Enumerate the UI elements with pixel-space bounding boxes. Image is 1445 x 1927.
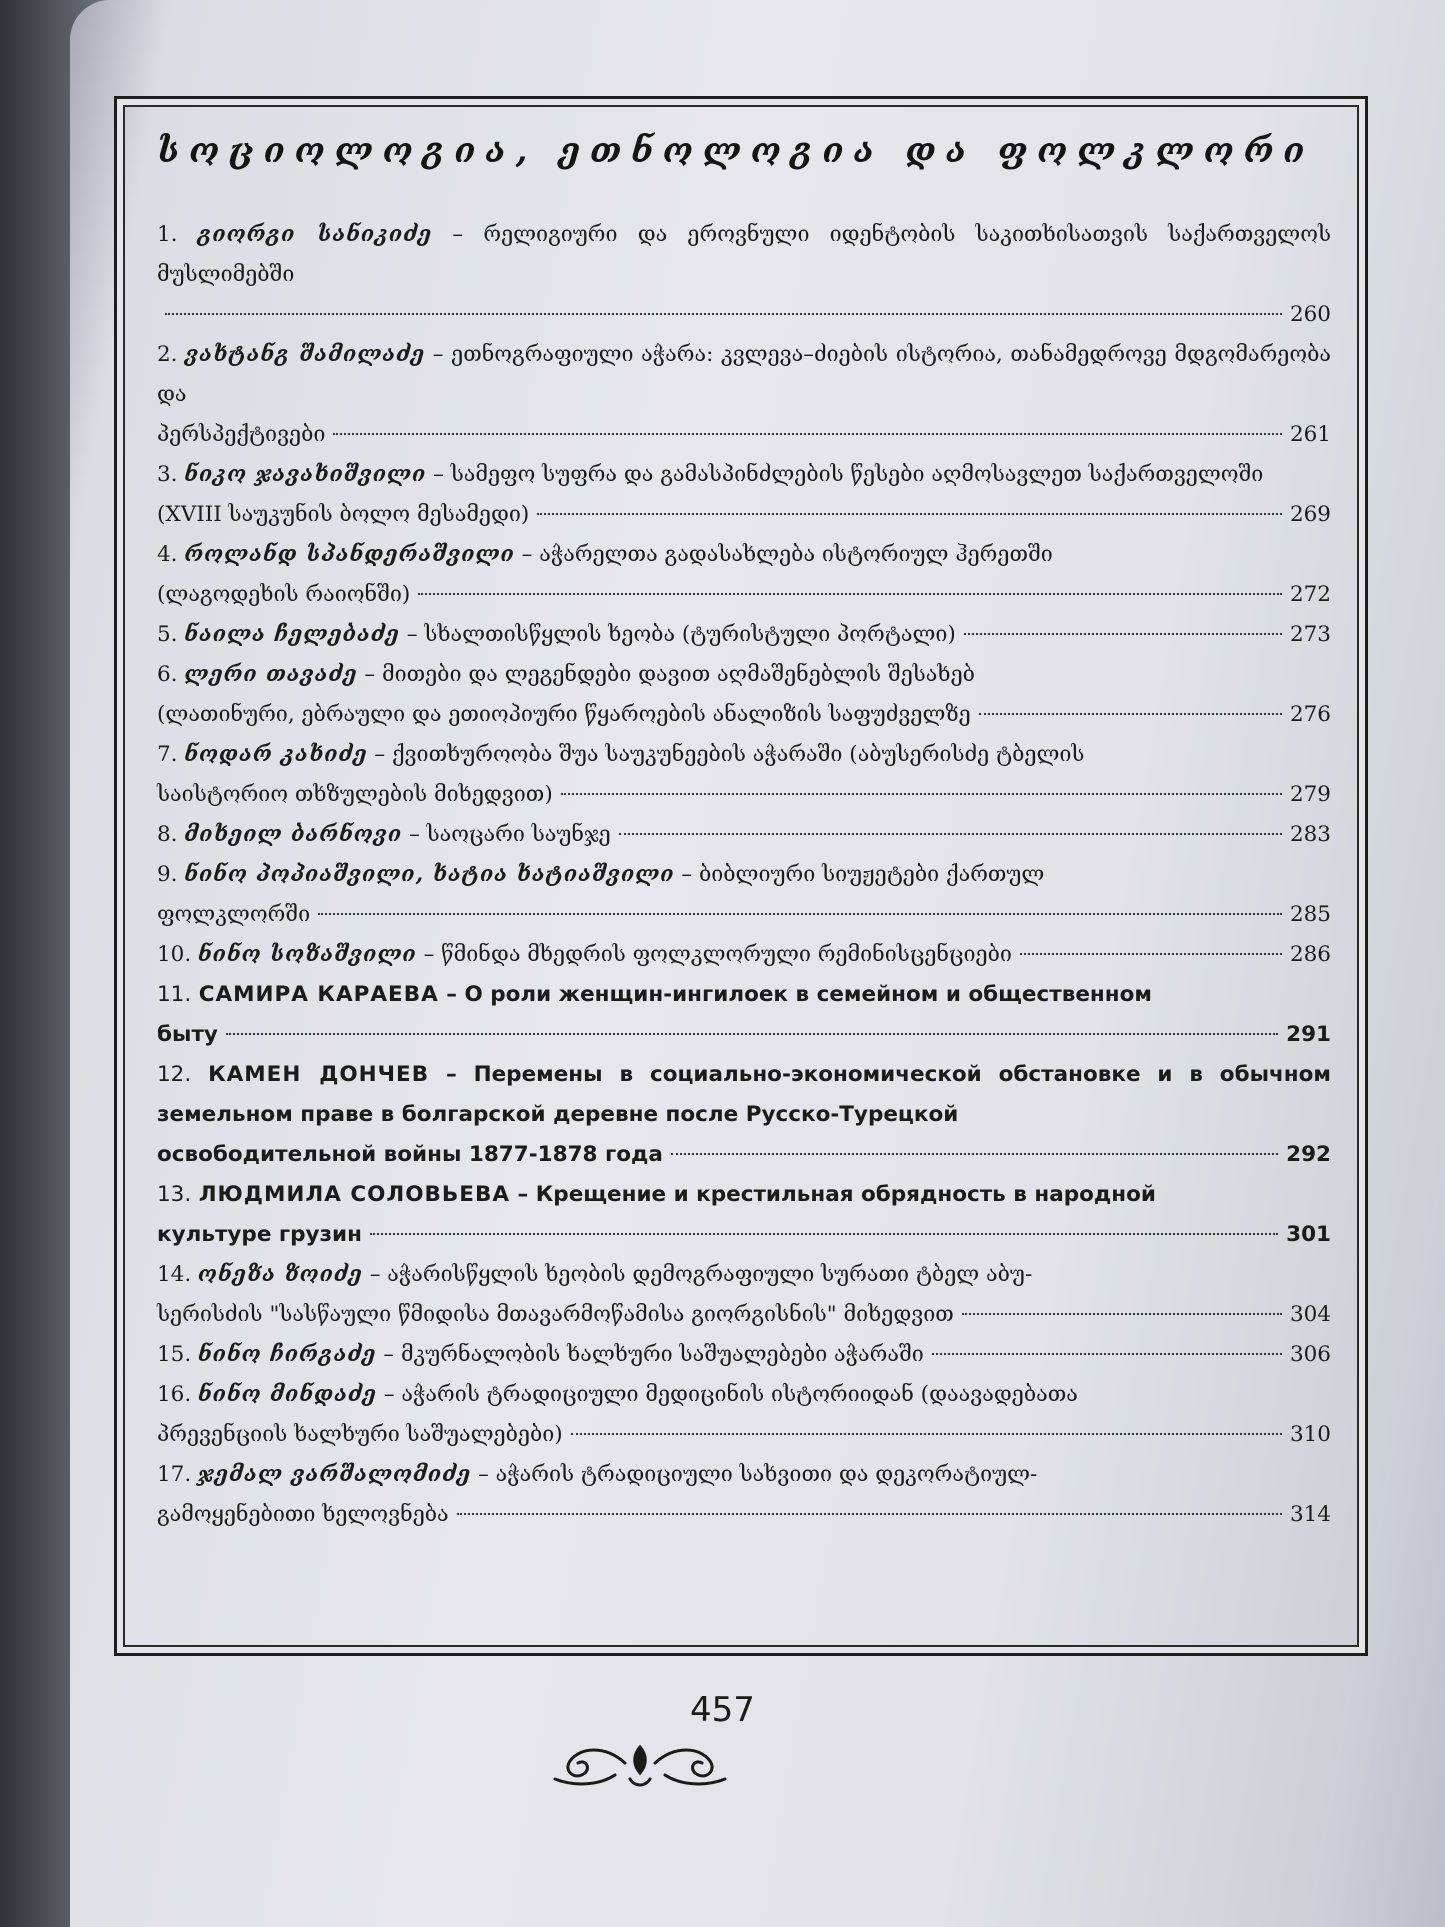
entry-dash: – bbox=[426, 462, 451, 487]
entry-title: Перемены в социально-экономической обстановке и в обычном земельном праве в болгарской деревне после Русско-Турецкой bbox=[157, 1062, 1331, 1127]
entry-title: აჭარელთა გადასახლება ისტორიულ ჰერეთში bbox=[539, 542, 1053, 567]
section-title: სოციოლოგია, ეთნოლოგია და ფოლკლორი bbox=[157, 131, 1315, 171]
contents-entry bbox=[157, 1335, 1331, 1375]
entry-dash: – bbox=[438, 982, 465, 1007]
entry-page-number: 279 bbox=[1289, 782, 1331, 807]
entry-author: ნინო მინდაძე bbox=[198, 1382, 377, 1407]
entry-title: მკურნალობის ხალხური საშუალებები აჭარაში bbox=[400, 1342, 924, 1367]
decorative-ornament-icon bbox=[545, 1735, 735, 1795]
entry-author: ნიკო ჯავახიშვილი bbox=[184, 462, 427, 487]
entry-number: 14. bbox=[157, 1262, 192, 1287]
dot-leader bbox=[226, 1033, 1278, 1035]
entry-title: რელიგიური და ეროვნული იდენტობის საკითხისათვის საქართველოს მუსლიმებში bbox=[157, 222, 1332, 287]
entry-title: სამეფო სუფრა და გამასპინძლების წესები აღმოსავლეთ საქართველოში bbox=[450, 462, 1264, 487]
entry-number: 1. bbox=[157, 222, 178, 247]
entry-number: 8. bbox=[157, 822, 178, 847]
entry-page-number: 310 bbox=[1289, 1422, 1331, 1447]
entry-author: ონეზა ზოიძე bbox=[198, 1262, 363, 1287]
contents-entry bbox=[157, 455, 1331, 535]
contents-entry bbox=[157, 735, 1331, 815]
entry-title: საოცარი საუნჯე bbox=[426, 822, 611, 847]
entry-author: როლანდ სპანდერაშვილი bbox=[184, 542, 515, 567]
dot-leader bbox=[165, 313, 1282, 315]
entry-title-continued: культуре грузин bbox=[157, 1222, 362, 1247]
entry-author: გიორგი სანიკიძე bbox=[197, 222, 433, 247]
dot-leader bbox=[964, 633, 1282, 635]
entry-title: ბიბლიური სიუჟეტები ქართულ bbox=[698, 862, 1045, 887]
entry-page-number: 314 bbox=[1289, 1502, 1331, 1527]
entry-page-number: 269 bbox=[1289, 502, 1331, 527]
entry-title-continued: გამოყენებითი ხელოვნება bbox=[157, 1502, 449, 1527]
entry-title-continued: პრევენციის ხალხური საშუალებები) bbox=[157, 1422, 563, 1447]
entry-dash: – bbox=[376, 1342, 401, 1367]
dot-leader bbox=[561, 793, 1282, 795]
contents-entry bbox=[157, 615, 1331, 655]
entry-author: ნაილა ჩელებაძე bbox=[184, 622, 400, 647]
entry-title: წმინდა მხედრის ფოლკლორული რემინისცენციები bbox=[441, 942, 1012, 967]
contents-entry bbox=[157, 975, 1331, 1055]
entry-dash: – bbox=[362, 1262, 388, 1287]
book-page bbox=[70, 0, 1445, 1927]
contents-entry bbox=[157, 335, 1331, 455]
entry-title-continued: (ლათინური, ებრაული და ეთიოპიური წყაროების ანალიზის საფუძველზე bbox=[157, 702, 971, 727]
dot-leader bbox=[537, 513, 1282, 515]
contents-entry bbox=[157, 215, 1331, 335]
entry-title: აჭარისწყლის ხეობის დემოგრაფიული სურათი ტბელ აბუ- bbox=[387, 1262, 1033, 1287]
dot-leader bbox=[333, 433, 1282, 435]
entry-number: 6. bbox=[157, 662, 178, 687]
entry-title-continued: პერსპექტივები bbox=[157, 422, 326, 447]
entry-author: ЛЮДМИЛА СОЛОВЬЕВА bbox=[198, 1182, 510, 1207]
entry-title-continued: სერისძის "სასწაული წმიდისა მთავარმოწამისა გიორგისნის" მიხედვით bbox=[157, 1302, 954, 1327]
entry-author: ჯემალ ვარშალომიძე bbox=[198, 1462, 472, 1487]
entry-dash: – bbox=[510, 1182, 536, 1207]
entry-dash: – bbox=[367, 742, 392, 767]
entry-page-number: 286 bbox=[1289, 942, 1331, 967]
entry-title: О роли женщин-ингилоек в семейном и общественном bbox=[464, 982, 1152, 1007]
contents-entry bbox=[157, 1255, 1331, 1335]
entry-title: აჭარის ტრადიციული სახვითი და დეკორატიულ- bbox=[495, 1462, 1038, 1487]
entry-title-continued: освободительной войны 1877-1878 года bbox=[157, 1142, 663, 1167]
entry-number: 10. bbox=[157, 942, 192, 967]
entry-dash: – bbox=[514, 542, 540, 567]
entry-number: 13. bbox=[157, 1182, 192, 1207]
entry-title: Крещение и крестильная обрядность в народной bbox=[535, 1182, 1156, 1207]
contents-entry bbox=[157, 815, 1331, 855]
entry-title-continued: საისტორიო თხზულების მიხედვით) bbox=[157, 782, 553, 807]
entry-page-number: 261 bbox=[1289, 422, 1331, 447]
contents-entry bbox=[157, 935, 1331, 975]
entry-number: 3. bbox=[157, 462, 178, 487]
dot-leader bbox=[418, 593, 1282, 595]
entry-dash: – bbox=[471, 1462, 496, 1487]
dot-leader bbox=[962, 1313, 1282, 1315]
entry-dash: – bbox=[376, 1382, 402, 1407]
dot-leader bbox=[1020, 953, 1282, 955]
entry-title: სხალთისწყლის ხეობა (ტურისტული პორტალი) bbox=[424, 622, 956, 647]
entry-number: 12. bbox=[157, 1062, 192, 1087]
dot-leader bbox=[932, 1353, 1282, 1355]
contents-entry bbox=[157, 1455, 1331, 1535]
entry-page-number: 283 bbox=[1289, 822, 1331, 847]
dot-leader bbox=[571, 1433, 1282, 1435]
entry-number: 16. bbox=[157, 1382, 192, 1407]
entry-title-continued: ფოლკლორში bbox=[157, 902, 311, 927]
entry-number: 4. bbox=[157, 542, 178, 567]
entry-author: КАМЕН ДОНЧЕВ bbox=[208, 1062, 430, 1087]
entry-dash: – bbox=[399, 622, 425, 647]
entry-page-number: 276 bbox=[1289, 702, 1331, 727]
entry-number: 15. bbox=[157, 1342, 192, 1367]
dot-leader bbox=[979, 713, 1282, 715]
entry-title: აჭარის ტრადიციული მედიცინის ისტორიიდან (დაავადებათა bbox=[401, 1382, 1078, 1407]
contents-entry bbox=[157, 1055, 1331, 1175]
entry-dash: – bbox=[416, 942, 442, 967]
entry-title: ქვითხუროობა შუა საუკუნეების აჭარაში (აბუსერისძე ტბელის bbox=[391, 742, 1085, 767]
entry-page-number: 304 bbox=[1289, 1302, 1331, 1327]
entry-dash: – bbox=[432, 222, 484, 247]
entry-dash: – bbox=[357, 662, 382, 687]
entry-title: ეთნოგრაფიული აჭარა: კვლევა–ძიების ისტორია, თანამედროვე მდგომარეობა და bbox=[157, 342, 1331, 407]
entry-page-number: 292 bbox=[1286, 1142, 1331, 1167]
contents-list bbox=[157, 215, 1331, 1535]
dot-leader bbox=[318, 913, 1282, 915]
page-number: 457 bbox=[690, 1690, 755, 1730]
contents-entry bbox=[157, 1375, 1331, 1455]
entry-page-number: 285 bbox=[1289, 902, 1331, 927]
contents-entry bbox=[157, 1175, 1331, 1255]
contents-entry bbox=[157, 655, 1331, 735]
entry-number: 9. bbox=[157, 862, 178, 887]
contents-frame bbox=[114, 96, 1368, 1656]
entry-author: ვახტანგ შამილაძე bbox=[185, 342, 426, 367]
contents-entry bbox=[157, 535, 1331, 615]
entry-title-continued: (ლაგოდეხის რაიონში) bbox=[157, 582, 411, 607]
entry-page-number: 291 bbox=[1286, 1022, 1331, 1047]
entry-page-number: 273 bbox=[1289, 622, 1331, 647]
entry-page-number: 301 bbox=[1286, 1222, 1331, 1247]
entry-author: ლერი თავაძე bbox=[184, 662, 358, 687]
entry-author: მიხეილ ბარნოვი bbox=[184, 822, 403, 847]
entry-page-number: 272 bbox=[1289, 582, 1331, 607]
entry-dash: – bbox=[402, 822, 427, 847]
dot-leader bbox=[370, 1233, 1278, 1235]
entry-author: САМИРА КАРАЕВА bbox=[198, 982, 439, 1007]
entry-author: ნინო პოპიაშვილი, ხატია ხატიაშვილი bbox=[184, 862, 675, 887]
entry-dash: – bbox=[425, 342, 452, 367]
entry-page-number: 260 bbox=[1289, 302, 1331, 327]
entry-page-number: 306 bbox=[1289, 1342, 1331, 1367]
entry-dash: – bbox=[674, 862, 699, 887]
entry-number: 11. bbox=[157, 982, 192, 1007]
entry-author: ნინო სოზაშვილი bbox=[198, 942, 417, 967]
dot-leader bbox=[671, 1153, 1278, 1155]
entry-title-continued: быту bbox=[157, 1022, 218, 1047]
entry-number: 7. bbox=[157, 742, 178, 767]
contents-entry bbox=[157, 855, 1331, 935]
entry-author: ნინო ჩირგაძე bbox=[198, 1342, 377, 1367]
entry-author: ნოდარ კახიძე bbox=[184, 742, 368, 767]
entry-title-continued: (XVIII საუკუნის ბოლო მესამედი) bbox=[157, 502, 530, 527]
dot-leader bbox=[619, 833, 1282, 835]
dot-leader bbox=[457, 1513, 1282, 1515]
entry-title: მითები და ლეგენდები დავით აღმაშენებლის შესახებ bbox=[381, 662, 975, 687]
entry-number: 5. bbox=[157, 622, 178, 647]
entry-dash: – bbox=[429, 1062, 474, 1087]
entry-number: 2. bbox=[157, 342, 178, 367]
entry-number: 17. bbox=[157, 1462, 192, 1487]
